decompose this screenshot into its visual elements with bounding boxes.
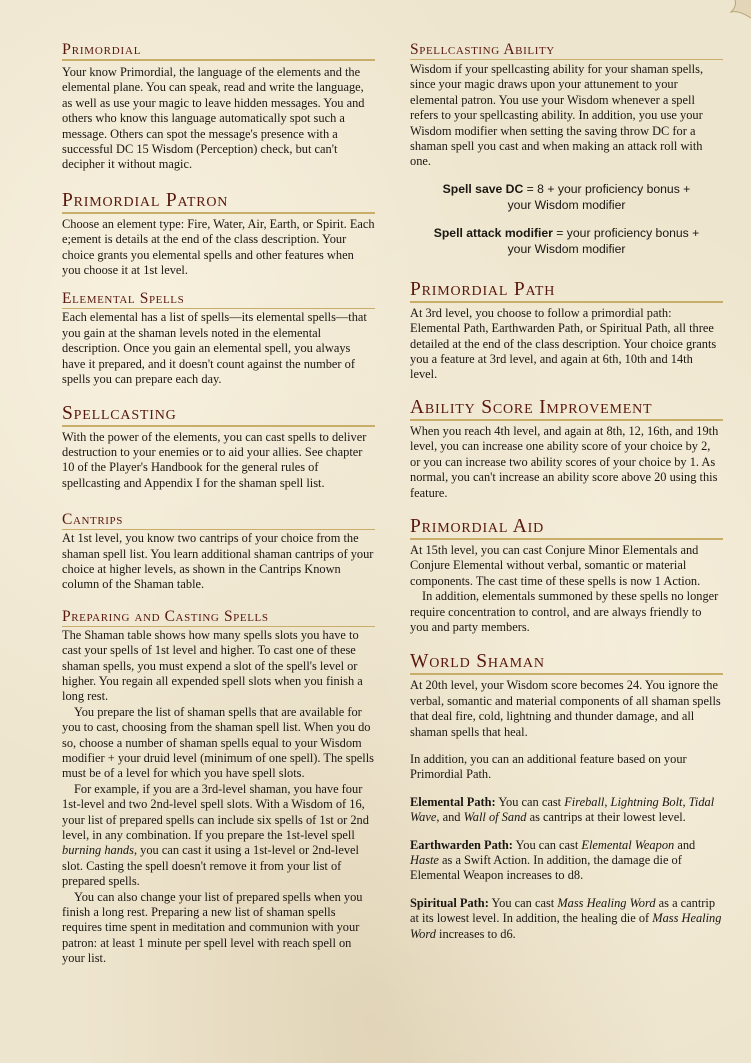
earthwarden-path-feature: Earthwarden Path: You can cast Elemental Weapon and Haste as a Swift Action. In addition, the damage die of Elemental Weapon increases to d8. xyxy=(410,837,696,883)
world-p1: At 20th level, your Wisdom score becomes 24. You ignore the verbal, somantic and material components of all shaman spells that deal fire, cold, lightning and thunder damage, and all shaman spells that heal. xyxy=(410,678,721,739)
preparing-p2: You prepare the list of shaman spells that are available for you to cast, choosing from the shaman spell list. When you do so, choose a number of shaman spells equal to your Wisdom modifier + your druid level (minimum of one spell). The spells must be of a level for which you have spell slots. xyxy=(62,704,374,781)
heading-spellcasting-ability: Spellcasting Ability xyxy=(410,41,723,60)
world-p2: In addition, you can an additional feature based on your Primordial Path. xyxy=(410,751,687,782)
spiritual-path-feature: Spiritual Path: You can cast Mass Healing Word as a cantrip at its lowest level. In addition, the healing die of Mass Healing Word increases to d6. xyxy=(410,895,722,941)
preparing-p1: The Shaman table shows how many spells slots you have to cast your spells of 1st level and higher. To cast one of these shaman spells, you must expend a slot of the spell's level or higher. You regain all expended spell slots when you finish a long rest. xyxy=(62,627,363,704)
ability-text: Wisdom if your spellcasting ability for your shaman spells, since your magic draws upon your attunement to your elemental patron. You use your Wisdom whenever a spell refers to your spellcasting ability. In addition, you use your Wisdom modifier when setting the saving throw DC for a shaman spell you cast and when making an attack roll with one. xyxy=(410,62,704,169)
elemental-path-feature: Elemental Path: You can cast Fireball, Lightning Bolt, Tidal Wave, and Wall of Sand as cantrips at their lowest level. xyxy=(410,794,715,825)
aid-p1: At 15th level, you can cast Conjure Minor Elementals and Conjure Elemental without verbal, somantic or material components. The cast time of these spells is now 1 Action. xyxy=(410,542,701,588)
heading-world-shaman: World Shaman xyxy=(410,651,723,675)
heading-ability-score-improvement: Ability Score Improvement xyxy=(410,397,723,421)
heading-cantrips: Cantrips xyxy=(62,511,375,530)
heading-primordial-aid: Primordial Aid xyxy=(410,516,723,540)
page-corner-ornament xyxy=(691,0,751,40)
heading-spellcasting: Spellcasting xyxy=(62,403,375,427)
heading-primordial-path: Primordial Path xyxy=(410,279,723,303)
patron-text: Choose an element type: Fire, Water, Air, Earth, or Spirit. Each e;ement is details at the end of the class description. Your choice grants you elemental spells and other features when you choose it at 1st level. xyxy=(62,216,375,278)
spell-burning-hands: burning hands xyxy=(62,843,134,858)
preparing-p3: For example, if you are a 3rd-level shaman, you have four 1st-level and two 2nd-level spell slots. With a Wisdom of 16, your list of prepared spells can include six spells of 1st or 2nd level, in any combination. If you prepare the 1st-level spell burning hands, you can cast it using a 1st-level or 2nd-level slot. Casting the spell doesn't remove it from your list of prepared spells. xyxy=(62,781,369,889)
cantrips-text: At 1st level, you know two cantrips of your choice from the shaman spell list. You learn additional shaman cantrips of your choice at higher levels, as shown in the Cantrips Known column of the Shaman table. xyxy=(62,531,374,592)
spellcasting-text: With the power of the elements, you can cast spells to deliver destruction to your enemies or to aid your allies. See chapter 10 of the Player's Handbook for the general rules of spellcasting and Appendix I for the shaman spell list. xyxy=(62,429,367,490)
heading-elemental-spells: Elemental Spells xyxy=(62,290,375,309)
primordial-text: Your know Primordial, the language of the elements and the elemental plane. You can speak, read and write the language, as well as use your magic to leave hidden messages. You and others who know this language automatically spot such a message. Others can spot the message's presence with a successful DC 15 Wisdom (Perception) check, but can't decipher it without magic. xyxy=(62,65,365,172)
asi-text: When you reach 4th level, and again at 8th, 12, 16th, and 19th level, you can increase one ability score of your choice by 2, or you can increase two ability scores of your choice by 1. As normal, you can't increase an ability score above 20 using this feature. xyxy=(410,423,719,500)
heading-primordial-patron: Primordial Patron xyxy=(62,190,375,214)
left-column xyxy=(62,38,375,967)
elemental-spells-text: Each elemental has a list of spells—its elemental spells—that you gain at the shaman levels noted in the elemental description. Once you gain an elemental spell, you always have it prepared, and it doesn't count against the number of spells you can prepare each day. xyxy=(62,310,367,387)
aid-p2: In addition, elementals summoned by these spells no longer require concentration to control, and are always friendly to you and party members. xyxy=(410,589,719,634)
path-text: At 3rd level, you choose to follow a primordial path: Elemental Path, Earthwarden Path, or Spiritual Path, all three detailed at the end of the class description. Your choice grants you a feature at 3rd level, and again at 6th, 10th and 14th level. xyxy=(410,305,717,382)
right-column xyxy=(410,38,723,942)
preparing-p4: You can also change your list of prepared spells when you finish a long rest. Preparing a new list of shaman spells requires time spent in meditation and communion with your patron: at least 1 minute per spell level with reach spell on your list. xyxy=(62,889,363,966)
heading-preparing-casting: Preparing and Casting Spells xyxy=(62,608,375,627)
spell-attack-modifier: Spell attack modifier = your proficiency bonus + your Wisdom modifier xyxy=(433,225,700,256)
spell-save-dc: Spell save DC = 8 + your proficiency bonus + your Wisdom modifier xyxy=(442,181,691,212)
heading-primordial: Primordial xyxy=(62,41,375,61)
